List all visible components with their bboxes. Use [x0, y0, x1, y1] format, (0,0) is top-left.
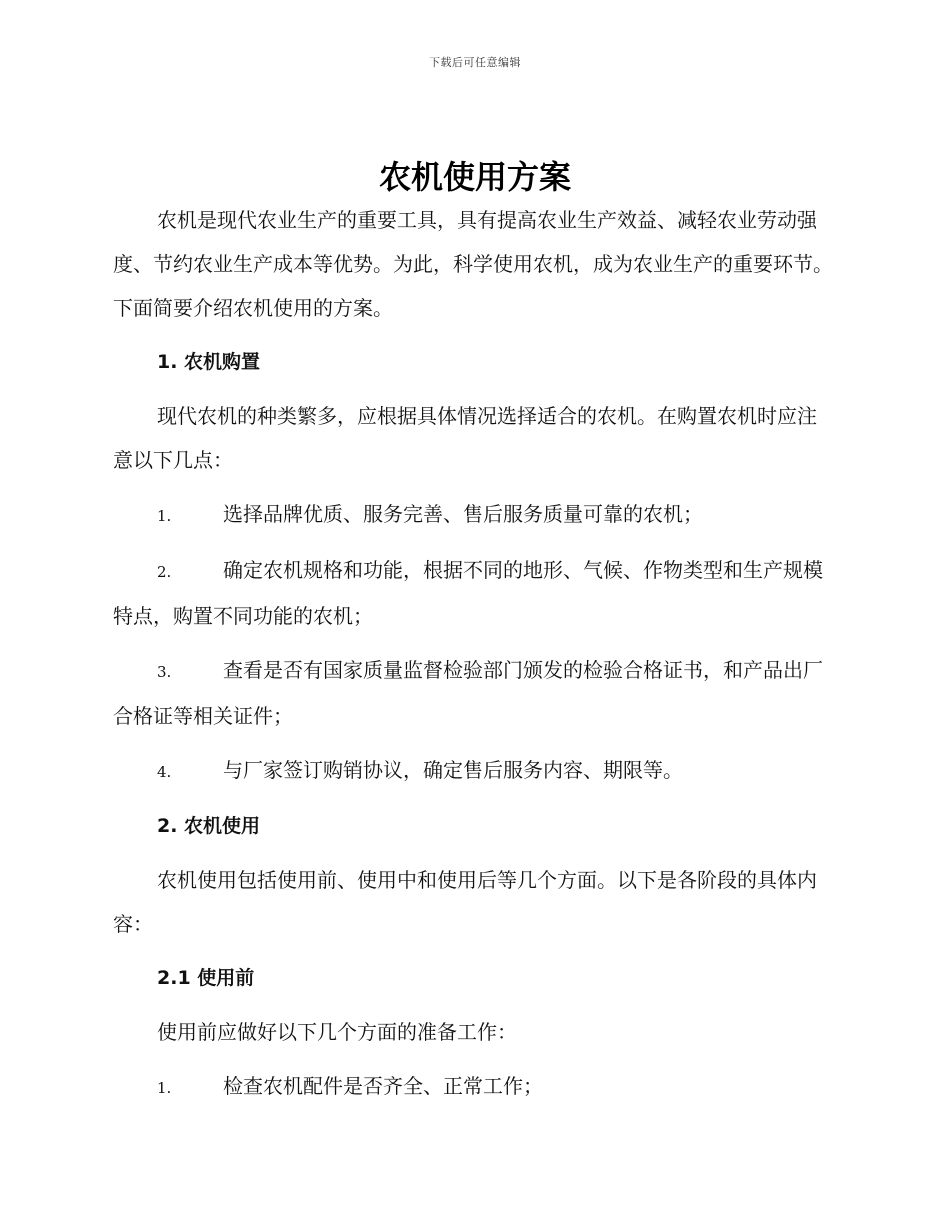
- list-item-text: 查看是否有国家质量监督检验部门颁发的检验合格证书，和产品出厂合格证等相关证件；: [113, 658, 823, 728]
- list-item-number: 1.: [157, 1079, 172, 1097]
- intro-paragraph: 农机是现代农业生产的重要工具，具有提高农业生产效益、减轻农业劳动强度、节约农业生产成本等优势。为此，科学使用农机，成为农业生产的重要环节。下面简要介绍农机使用的方案。: [113, 208, 833, 320]
- section-paragraph-purchase: 现代农机的种类繁多，应根据具体情况选择适合的农机。在购置农机时应注意以下几点：: [113, 404, 817, 472]
- document-title: 农机使用方案: [378, 158, 571, 196]
- section-heading-usage: 2. 农机使用: [157, 815, 261, 837]
- page-header: 下载后可任意编辑: [429, 56, 521, 69]
- list-item: [113, 748, 833, 794]
- list-item: [113, 648, 833, 738]
- list-item: [113, 548, 833, 638]
- list-item-number: 3.: [157, 663, 172, 681]
- subsection-paragraph-before-use: 使用前应做好以下几个方面的准备工作：: [157, 1020, 517, 1044]
- list-item-number: 1.: [157, 507, 172, 525]
- list-item-text: 确定农机规格和功能，根据不同的地形、气候、作物类型和生产规模特点，购置不同功能的农机；: [113, 558, 823, 628]
- list-item-text: 检查农机配件是否齐全、正常工作；: [223, 1074, 543, 1098]
- list-item-text: 选择品牌优质、服务完善、售后服务质量可靠的农机；: [223, 502, 703, 526]
- list-item-number: 4.: [157, 763, 172, 781]
- document-body: [113, 198, 833, 1120]
- subsection-heading-before-use: 2.1 使用前: [157, 967, 255, 989]
- list-item-text: 与厂家签订购销协议，确定售后服务内容、期限等。: [223, 758, 683, 782]
- section-heading-purchase: 1. 农机购置: [157, 351, 261, 373]
- section-paragraph-usage: 农机使用包括使用前、使用中和使用后等几个方面。以下是各阶段的具体内容：: [113, 868, 817, 936]
- list-item-number: 2.: [157, 563, 172, 581]
- list-item: [113, 1064, 833, 1110]
- list-item: [113, 492, 833, 538]
